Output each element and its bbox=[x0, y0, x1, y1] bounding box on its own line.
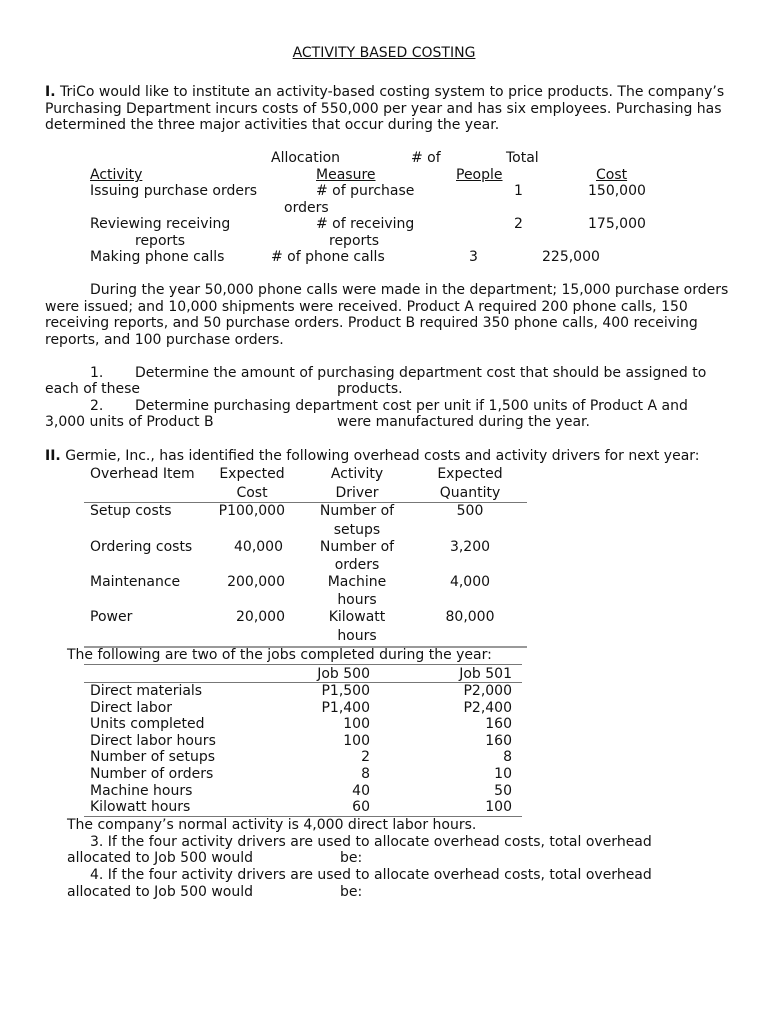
activity-row-2-people: 2 bbox=[514, 216, 523, 232]
header-measure: Measure bbox=[316, 167, 376, 183]
job-row-label: Direct labor hours bbox=[90, 732, 216, 749]
job-row-job500: 8 bbox=[361, 766, 370, 782]
q3-text: 3. If the four activity drivers are used to allocate overhead costs, total overhead bbox=[90, 834, 652, 850]
overhead-row-4-driver: Kilowatt bbox=[328, 609, 386, 625]
overhead-row-1-driver: Number of bbox=[319, 503, 395, 519]
job-row-job501: 8 bbox=[503, 749, 512, 766]
jobs-header-job500: Job 500 bbox=[317, 666, 370, 682]
job-row-job501: 50 bbox=[494, 782, 512, 799]
jobs-top-rule bbox=[84, 664, 522, 665]
overhead-row-1-cost: P100,000 bbox=[218, 503, 285, 519]
overhead-header-cost-1: Expected bbox=[219, 466, 285, 482]
activity-row-2-measure: # of receiving bbox=[316, 216, 415, 232]
job-row-job500: 40 bbox=[352, 782, 370, 799]
header-activity: Activity bbox=[90, 167, 143, 183]
activity-row-1-name: Issuing purchase orders bbox=[90, 183, 258, 199]
job-row-label: Kilowatt hours bbox=[90, 799, 191, 816]
job-row-label: Direct labor bbox=[90, 699, 173, 716]
header-allocation: Allocation bbox=[271, 150, 341, 166]
q1-text-cont: each of these bbox=[45, 381, 141, 397]
job-row-job500: 60 bbox=[352, 799, 370, 816]
job-row-job500: P1,400 bbox=[321, 699, 370, 716]
activity-row-2-measure-cont: reports bbox=[329, 233, 380, 249]
overhead-row-2-cost: 40,000 bbox=[234, 539, 283, 555]
header-cost: Cost bbox=[596, 167, 628, 183]
header-total: Total bbox=[506, 150, 539, 166]
part2-intro-text: Germie, Inc., has identified the following overhead costs and activity drivers for next year: bbox=[60, 448, 700, 464]
part2-label: II. bbox=[45, 448, 61, 464]
job-row-job501: 160 bbox=[485, 732, 512, 749]
header-num-of: # of bbox=[411, 150, 441, 166]
job-row-label: Number of orders bbox=[90, 766, 214, 782]
job-row-job501: P2,000 bbox=[463, 683, 512, 699]
job-row-job500: 100 bbox=[343, 716, 370, 733]
overhead-header-qty-1: Expected bbox=[437, 466, 503, 482]
job-row-job500: 2 bbox=[361, 749, 370, 766]
q1-text: Determine the amount of purchasing department cost that should be assigned to bbox=[135, 365, 707, 381]
activity-row-1-cost: 150,000 bbox=[588, 183, 646, 199]
activity-row-2-name: Reviewing receiving bbox=[90, 216, 231, 232]
q4-text: 4. If the four activity drivers are used to allocate overhead costs, total overhead bbox=[90, 867, 652, 883]
overhead-header-qty-2: Quantity bbox=[439, 485, 501, 501]
part1-body: During the year 50,000 phone calls were made in the department; 15,000 purchase orders were issued; and 10,000 shipments were received. Product A required 200 phone calls, 150 receiving reports, and 50 purchase orders. Product B required 350 phone calls, 400 receiving reports, and 100 purchase orders. bbox=[45, 282, 729, 348]
q2-number: 2. bbox=[90, 398, 104, 414]
job-row-job501: 160 bbox=[485, 716, 512, 733]
overhead-row-1-item: Setup costs bbox=[90, 503, 172, 519]
overhead-row-3-qty: 4,000 bbox=[449, 574, 491, 590]
overhead-header-item: Overhead Item bbox=[90, 466, 195, 482]
overhead-row-4-item: Power bbox=[90, 609, 133, 625]
q4-text-end: be: bbox=[340, 884, 363, 900]
activity-row-2-cost: 175,000 bbox=[588, 216, 646, 232]
overhead-row-4-cost: 20,000 bbox=[236, 609, 285, 625]
part1-intro-text: TriCo would like to institute an activity-based costing system to price products. The company’s Purchasing Department incurs costs of 550,000 per year and has six employees. Purchasing has determined the three major activities that occur during the year. bbox=[45, 84, 725, 134]
job-row-job501: P2,400 bbox=[463, 699, 512, 716]
part1-label: I. bbox=[45, 84, 56, 100]
job-row-label: Direct materials bbox=[90, 683, 203, 699]
part2-intro bbox=[45, 448, 700, 465]
q1-text-end: products. bbox=[337, 381, 403, 397]
activity-row-1-measure-cont: orders bbox=[284, 200, 329, 216]
activity-row-3-measure: # of phone calls bbox=[271, 249, 385, 265]
overhead-row-1-driver-cont: setups bbox=[333, 522, 381, 538]
activity-row-1-measure: # of purchase bbox=[316, 183, 415, 199]
q3-text-cont: allocated to Job 500 would bbox=[67, 850, 254, 866]
activity-row-3-people: 3 bbox=[469, 249, 478, 265]
overhead-row-3-item: Maintenance bbox=[90, 574, 181, 590]
part1-intro bbox=[45, 84, 735, 134]
overhead-row-3-cost: 200,000 bbox=[227, 574, 285, 590]
activity-row-1-people: 1 bbox=[514, 183, 523, 199]
q4-text-cont: allocated to Job 500 would bbox=[67, 884, 254, 900]
activity-row-2-name-cont: reports bbox=[135, 233, 186, 249]
q3-text-end: be: bbox=[340, 850, 363, 866]
job-row-label: Units completed bbox=[90, 716, 205, 733]
overhead-row-4-driver-cont: hours bbox=[337, 628, 377, 644]
q2-text-cont: 3,000 units of Product B bbox=[45, 414, 214, 430]
overhead-row-2-qty: 3,200 bbox=[449, 539, 491, 555]
job-row-label: Number of setups bbox=[90, 749, 216, 766]
overhead-row-3-driver-cont: hours bbox=[337, 592, 377, 608]
jobs-header-job501: Job 501 bbox=[459, 666, 512, 682]
job-row-job501: 10 bbox=[494, 766, 512, 782]
overhead-row-2-driver: Number of bbox=[319, 539, 395, 555]
overhead-header-cost-2: Cost bbox=[236, 485, 268, 501]
job-row-job501: 100 bbox=[485, 799, 512, 816]
job-row-job500: P1,500 bbox=[321, 683, 370, 699]
overhead-row-1-qty: 500 bbox=[456, 503, 484, 519]
normal-activity-text: The company’s normal activity is 4,000 direct labor hours. bbox=[67, 817, 477, 833]
jobs-intro: The following are two of the jobs completed during the year: bbox=[67, 647, 492, 663]
q1-number: 1. bbox=[90, 365, 104, 381]
overhead-row-2-item: Ordering costs bbox=[90, 539, 193, 555]
job-row-job500: 100 bbox=[343, 732, 370, 749]
q2-text-end: were manufactured during the year. bbox=[337, 414, 590, 430]
job-row-label: Machine hours bbox=[90, 782, 193, 799]
header-people: People bbox=[456, 167, 503, 183]
overhead-row-2-driver-cont: orders bbox=[334, 557, 380, 573]
overhead-row-4-qty: 80,000 bbox=[445, 609, 495, 625]
activity-row-3-cost: 225,000 bbox=[542, 249, 600, 265]
overhead-header-driver-1: Activity bbox=[330, 466, 384, 482]
overhead-header-driver-2: Driver bbox=[335, 485, 379, 501]
q2-text: Determine purchasing department cost per unit if 1,500 units of Product A and bbox=[135, 398, 688, 414]
overhead-row-3-driver: Machine bbox=[327, 574, 387, 590]
activity-row-3-name: Making phone calls bbox=[90, 249, 225, 265]
document-title: ACTIVITY BASED COSTING bbox=[292, 45, 476, 61]
